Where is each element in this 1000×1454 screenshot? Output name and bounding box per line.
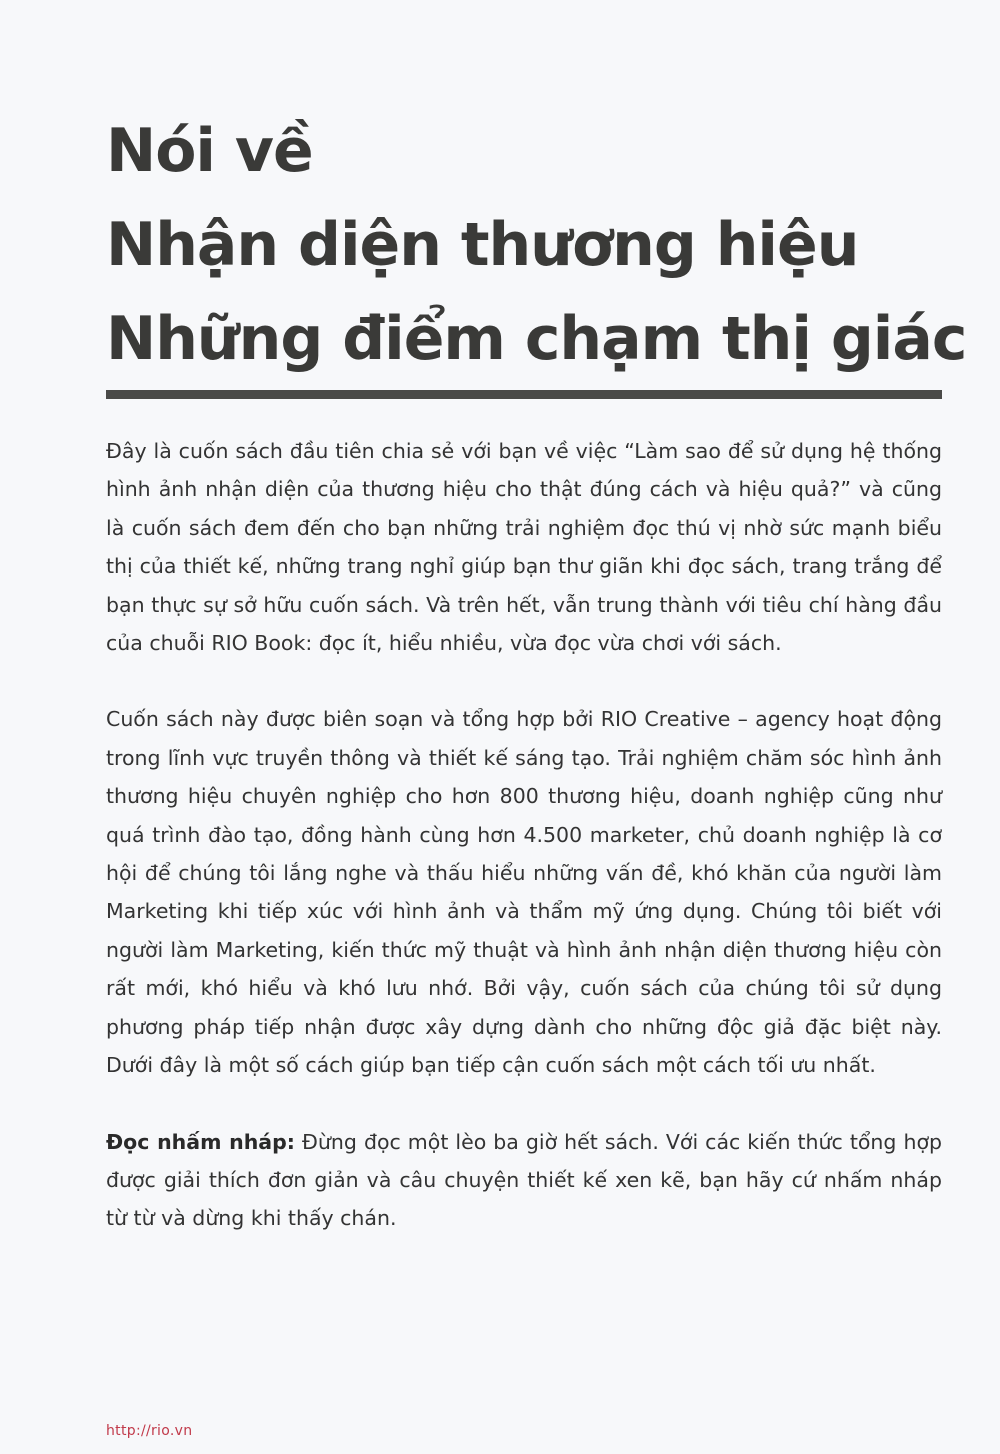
title-line-1: Nói về (106, 116, 313, 186)
title-divider (106, 390, 942, 399)
paragraph-intro: Đây là cuốn sách đầu tiên chia sẻ với bạn về việc “Làm sao để sử dụng hệ thống hình ảnh nhận diện của thương hiệu cho thật đúng cách và hiệu quả?” và cũng là cuốn sách đem đến cho bạn những trải nghiệm đọc thú vị nhờ sức mạnh biểu thị của thiết kế, những trang nghỉ giúp bạn thư giãn khi đọc sách, trang trắng để bạn thực sự sở hữu cuốn sách. Và trên hết, vẫn trung thành với tiêu chí hàng đầu của chuỗi RIO Book: đọc ít, hiểu nhiều, vừa đọc vừa chơi với sách. (106, 439, 942, 656)
reading-tip-lead: Đọc nhấm nháp: (106, 1129, 295, 1154)
title-line-3: Những điểm chạm thị giác (106, 304, 967, 374)
footer-url: http://rio.vn (106, 1423, 193, 1439)
paragraph-reading-tip (106, 1123, 942, 1238)
title-line-2: Nhận diện thương hiệu (106, 210, 859, 280)
reading-tip-text: Đừng đọc một lèo ba giờ hết sách. Với các kiến thức tổng hợp được giải thích đơn giản và câu chuyện thiết kế xen kẽ, bạn hãy cứ nhấm nháp từ từ và dừng khi thấy chán. (106, 1129, 942, 1231)
page-title (106, 104, 966, 386)
body-text (106, 432, 942, 1238)
paragraph-about-rio: Cuốn sách này được biên soạn và tổng hợp bởi RIO Creative – agency hoạt động trong lĩnh vực truyền thông và thiết kế sáng tạo. Trải nghiệm chăm sóc hình ảnh thương hiệu chuyên nghiệp cho hơn 800 thương hiệu, doanh nghiệp cũng như quá trình đào tạo, đồng hành cùng hơn 4.500 marketer, chủ doanh nghiệp là cơ hội để chúng tôi lắng nghe và thấu hiểu những vấn đề, khó khăn của người làm Marketing khi tiếp xúc với hình ảnh và thẩm mỹ ứng dụng. Chúng tôi biết với người làm Marketing, kiến thức mỹ thuật và hình ảnh nhận diện thương hiệu còn rất mới, khó hiểu và khó lưu nhớ. Bởi vậy, cuốn sách của chúng tôi sử dụng phương pháp tiếp nhận được xây dựng dành cho những độc giả đặc biệt này. Dưới đây là một số cách giúp bạn tiếp cận cuốn sách một cách tối ưu nhất. (106, 707, 942, 1078)
